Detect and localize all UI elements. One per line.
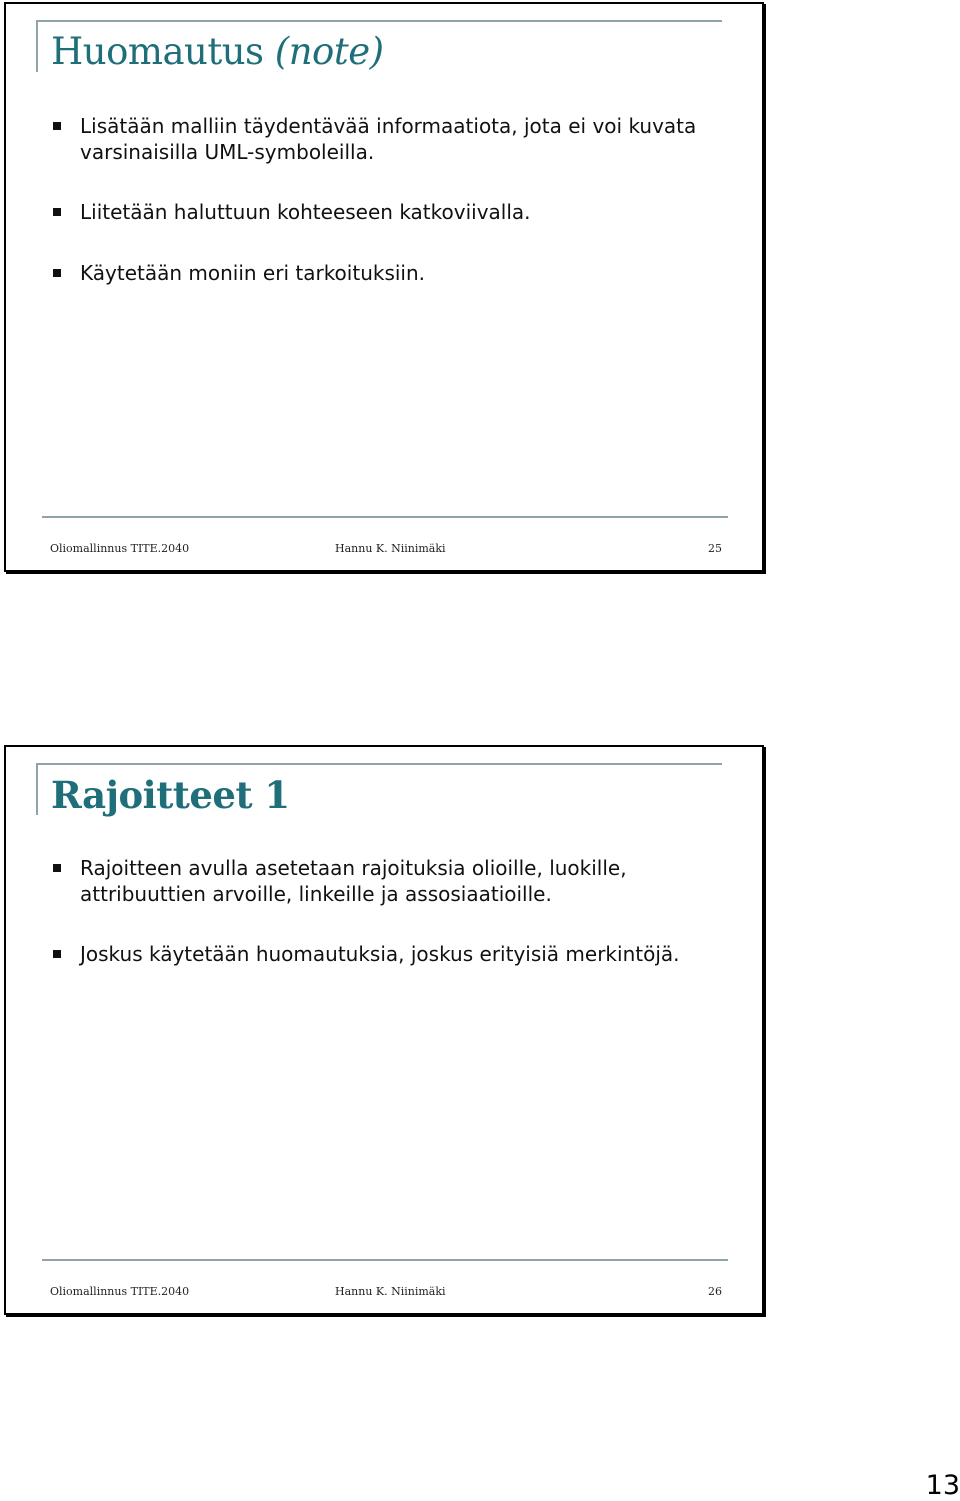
footer-rule	[42, 516, 728, 518]
footer-course: Oliomallinnus TITE.2040	[50, 1285, 190, 1298]
sheet-page-number: 13	[925, 1470, 960, 1501]
bullet-text: Lisätään malliin täydentävää informaatiota, jota ei voi kuvata varsinaisilla UML-symboleilla.	[80, 114, 697, 164]
title-rule-left	[36, 20, 38, 72]
footer-author: Hannu K. Niinimäki	[335, 542, 446, 555]
bullet-item	[80, 199, 740, 225]
square-bullet-icon	[53, 269, 61, 277]
slide-title	[51, 775, 290, 816]
slide-title-italic: (note)	[274, 30, 384, 73]
slide-title-main: Huomautus	[51, 30, 275, 73]
title-rule-left	[36, 763, 38, 815]
bullet-item	[80, 855, 740, 907]
bullet-text: Käytetään moniin eri tarkoituksiin.	[80, 261, 426, 285]
footer-course: Oliomallinnus TITE.2040	[50, 542, 190, 555]
square-bullet-icon	[53, 122, 61, 130]
title-rule-top	[36, 20, 722, 22]
footer-rule	[42, 1259, 728, 1261]
bullet-text: Liitetään haluttuun kohteeseen katkoviivalla.	[80, 200, 531, 224]
slide-25	[4, 2, 764, 572]
footer-author: Hannu K. Niinimäki	[335, 1285, 446, 1298]
slide-title	[51, 32, 384, 73]
square-bullet-icon	[53, 864, 61, 872]
bullet-text: Joskus käytetään huomautuksia, joskus erityisiä merkintöjä.	[80, 942, 680, 966]
bullet-item	[80, 941, 740, 967]
title-rule-top	[36, 763, 722, 765]
bullet-item	[80, 260, 740, 286]
slide-26	[4, 745, 764, 1315]
square-bullet-icon	[53, 208, 61, 216]
square-bullet-icon	[53, 950, 61, 958]
bullet-text: Rajoitteen avulla asetetaan rajoituksia olioille, luokille, attribuuttien arvoille, linkeille ja assosiaatioille.	[80, 856, 627, 906]
footer-page-number: 25	[708, 542, 722, 555]
bullet-item	[80, 113, 740, 165]
slide-title-main: Rajoitteet 1	[51, 773, 290, 817]
footer-page-number: 26	[708, 1285, 722, 1298]
